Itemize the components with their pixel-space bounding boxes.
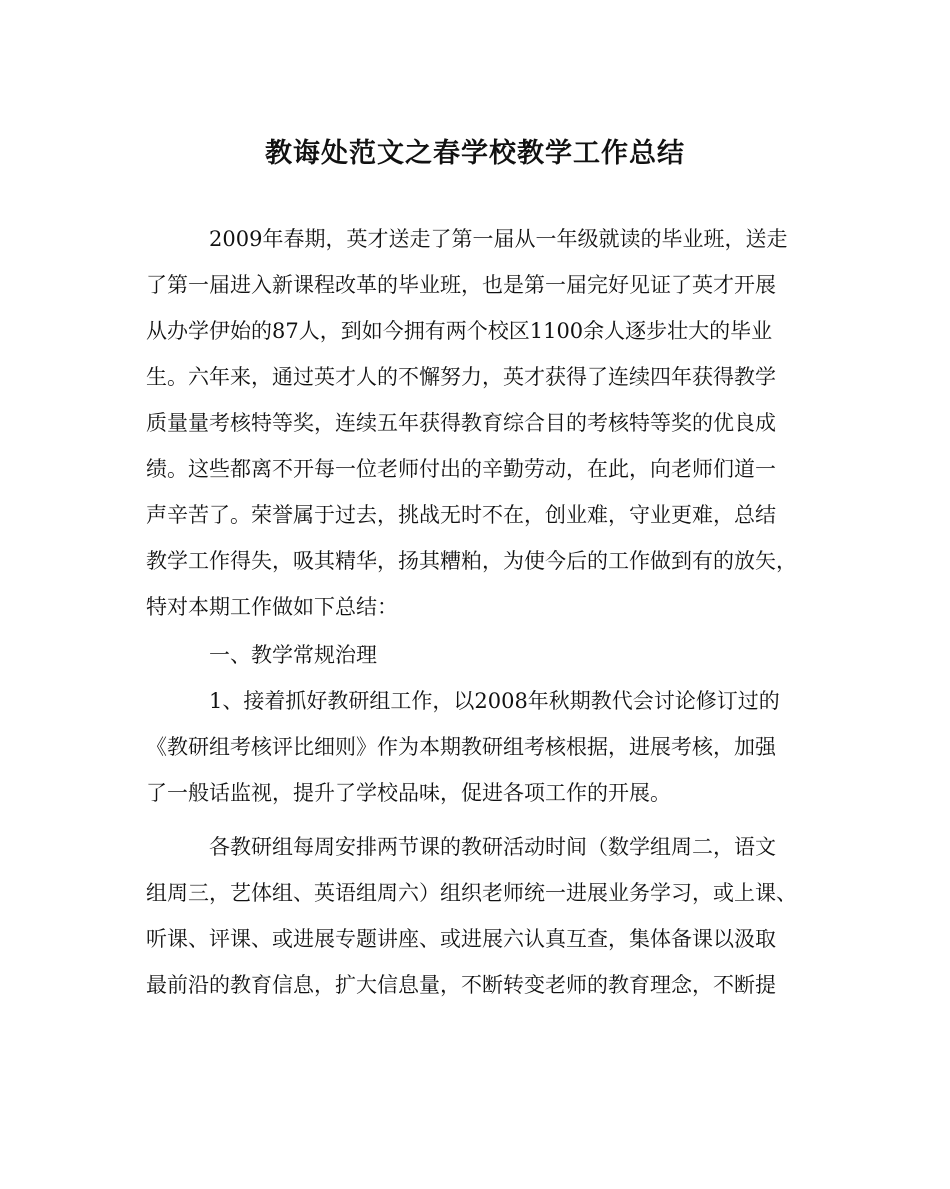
paragraph-line: 质量量考核特等奖，连续五年获得教育综合目的考核特等奖的优良成 bbox=[146, 411, 776, 435]
paragraph-line: 生。六年来，通过英才人的不懈努力，英才获得了连续四年获得教学 bbox=[146, 365, 776, 389]
paragraph-line: 特对本期工作做如下总结： bbox=[146, 595, 398, 619]
paragraph-line: 各教研组每周安排两节课的教研活动时间（数学组周二，语文 bbox=[209, 835, 776, 859]
paragraph-line: 2009年春期，英才送走了第一届从一年级就读的毕业班，送走 bbox=[209, 227, 788, 251]
paragraph-line: 组周三，艺体组、英语组周六）组织老师统一进展业务学习，或上课、 bbox=[146, 881, 797, 905]
paragraph-line: 最前沿的教育信息，扩大信息量，不断转变老师的教育理念，不断提 bbox=[146, 973, 776, 997]
paragraph-line: 从办学伊始的87人，到如今拥有两个校区1100余人逐步壮大的毕业 bbox=[146, 319, 773, 343]
paragraph-line: 声辛苦了。荣誉属于过去，挑战无时不在，创业难，守业更难，总结 bbox=[146, 503, 776, 527]
paragraph-line: 《教研组考核评比细则》作为本期教研组考核根据，进展考核，加强 bbox=[146, 735, 776, 759]
paragraph-line: 教学工作得失，吸其精华，扬其糟粕，为使今后的工作做到有的放矢， bbox=[146, 549, 797, 573]
paragraph-line: 绩。这些都离不开每一位老师付出的辛勤劳动，在此，向老师们道一 bbox=[146, 457, 776, 481]
section-heading: 一、教学常规治理 bbox=[209, 643, 377, 667]
paragraph-line: 了第一届进入新课程改革的毕业班，也是第一届完好见证了英才开展 bbox=[146, 273, 776, 297]
paragraph-line: 听课、评课、或进展专题讲座、或进展六认真互查，集体备课以汲取 bbox=[146, 927, 776, 951]
paragraph-line: 1、接着抓好教研组工作，以2008年秋期教代会讨论修订过的 bbox=[209, 689, 780, 713]
document-title: 教诲处范文之春学校教学工作总结 bbox=[265, 138, 685, 169]
paragraph-line: 了一般话监视，提升了学校品味，促进各项工作的开展。 bbox=[146, 781, 671, 805]
